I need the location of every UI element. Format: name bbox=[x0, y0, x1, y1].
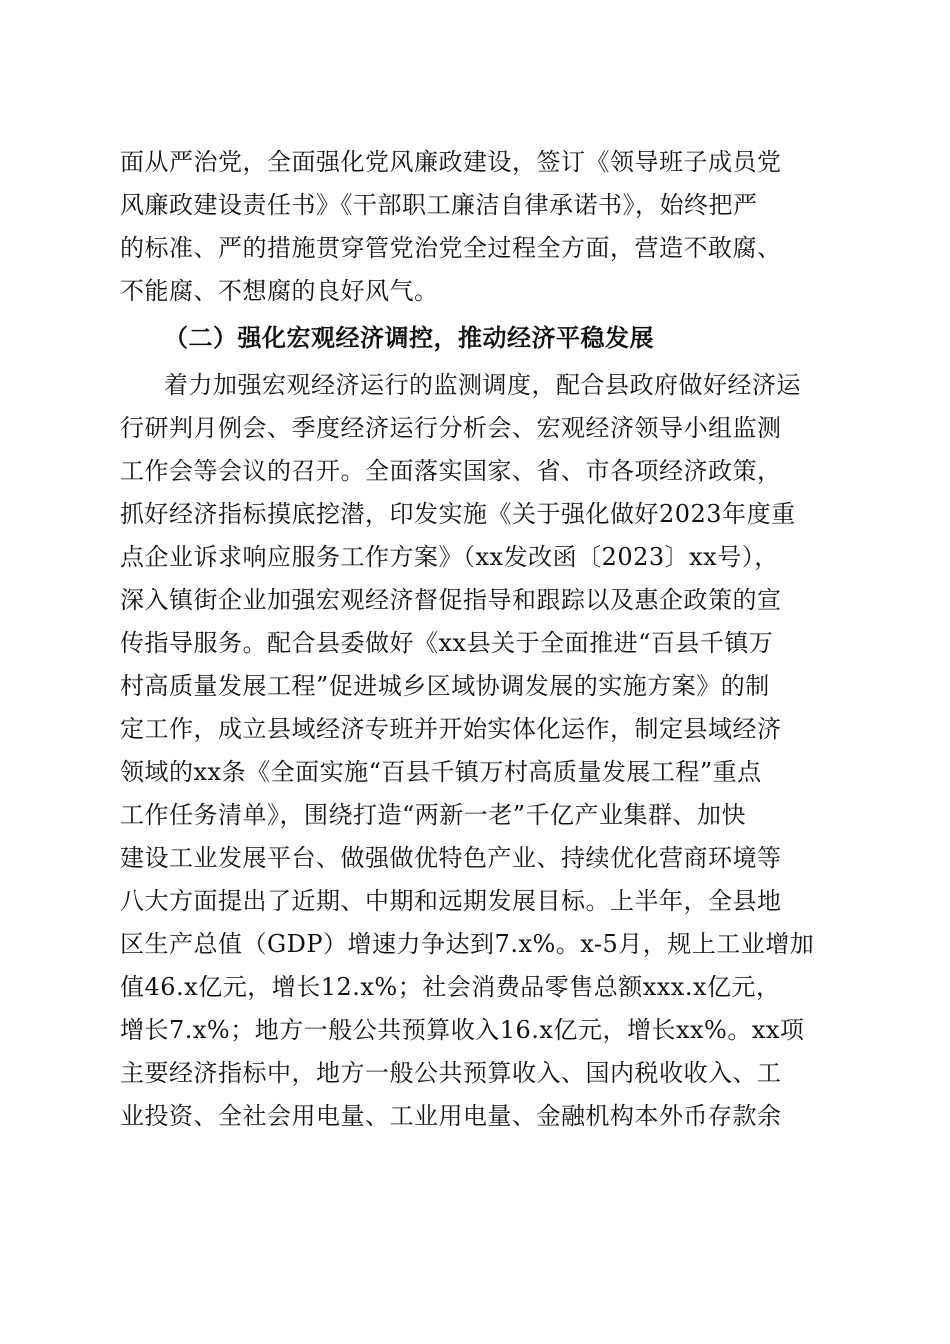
text-line: 面从严治党，全面强化党风廉政建设，签订《领导班子成员党 bbox=[120, 148, 782, 176]
section-heading: （二）强化宏观经济调控，推动经济平稳发展 bbox=[164, 323, 654, 352]
text-line: 定工作，成立县域经济专班并开始实体化运作，制定县域经济 bbox=[120, 715, 782, 743]
text-line: 工作会等会议的召开。全面落实国家、省、市各项经济政策， bbox=[120, 457, 782, 485]
text-line: 行研判月例会、季度经济运行分析会、宏观经济领导小组监测 bbox=[120, 414, 782, 442]
text-line: 建设工业发展平台、做强做优特色产业、持续优化营商环境等 bbox=[120, 844, 782, 872]
text-line: 工作任务清单》，围绕打造“两新一老”千亿产业集群、加快 bbox=[120, 801, 747, 829]
text-line: 着力加强宏观经济运行的监测调度，配合县政府做好经济运 bbox=[164, 371, 801, 399]
text-line: 的标准、严的措施贯穿管党治党全过程全方面，营造不敢腐、 bbox=[120, 234, 782, 262]
text-line: 不能腐、不想腐的良好风气。 bbox=[120, 277, 439, 305]
text-line: 村高质量发展工程”促进城乡区域协调发展的实施方案》的制 bbox=[120, 672, 770, 700]
text-line: 值46.x亿元，增长12.x%；社会消费品零售总额xxx.x亿元， bbox=[120, 973, 781, 1001]
text-line: 领域的xx条《全面实施“百县千镇万村高质量发展工程”重点 bbox=[120, 758, 762, 786]
text-line: 传指导服务。配合县委做好《xx县关于全面推进“百县千镇万 bbox=[120, 629, 774, 657]
text-line: 深入镇街企业加强宏观经济督促指导和跟踪以及惠企政策的宣 bbox=[120, 586, 782, 614]
text-line: 风廉政建设责任书》《干部职工廉洁自律承诺书》，始终把严 bbox=[120, 191, 758, 219]
text-line: 增长7.x%；地方一般公共预算收入16.x亿元，增长xx%。xx项 bbox=[120, 1016, 805, 1044]
text-line: 主要经济指标中，地方一般公共预算收入、国内税收收入、工 bbox=[120, 1059, 782, 1087]
text-line: 区生产总值（GDP）增速力争达到7.x%。x-5月，规上工业增加 bbox=[120, 930, 815, 958]
text-line: 八大方面提出了近期、中期和远期发展目标。上半年，全县地 bbox=[120, 887, 782, 915]
text-line: 业投资、全社会用电量、工业用电量、金融机构本外币存款余 bbox=[120, 1102, 782, 1130]
text-line: 点企业诉求响应服务工作方案》（xx发改函〔2023〕xx号）， bbox=[120, 543, 779, 571]
text-line: 抓好经济指标摸底挖潜，印发实施《关于强化做好2023年度重 bbox=[120, 500, 796, 528]
